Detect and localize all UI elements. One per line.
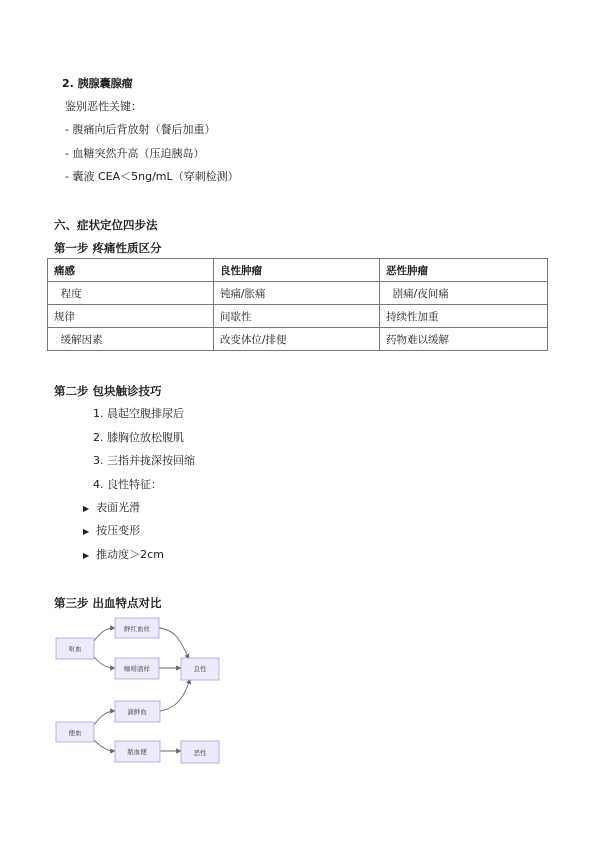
edge-vomit-bright [94, 628, 115, 641]
triangle-bullet-icon: ▶ [83, 504, 90, 513]
table-cell: 改变体位/排便 [214, 328, 380, 351]
step2-title: 第二步 包块触诊技巧 [54, 384, 162, 398]
step2-item-4: 4. 良性特征： [93, 478, 162, 491]
table-cell: 剧痛/夜间痛 [380, 282, 548, 305]
edge-vomit-coffee [94, 657, 115, 668]
step2-item-1: 1. 晨起空腹排尿后 [93, 407, 184, 420]
edge-fresh-benign [160, 679, 190, 711]
edge-stool-mucus [94, 740, 115, 751]
node-label: 滴鲜血 [127, 708, 147, 716]
table-cell: 钝痛/胀痛 [214, 282, 380, 305]
triangle-bullet-icon: ▶ [83, 527, 90, 536]
triangle-bullet-icon: ▶ [83, 551, 90, 560]
step1-title: 第一步 疼痛性质区分 [54, 241, 162, 255]
node-label: 呕血 [68, 645, 82, 653]
subitem-label: 按压变形 [96, 524, 141, 537]
pancreas-intro: 鉴别恶性关键： [65, 100, 142, 113]
node-label: 脓血便 [127, 748, 147, 756]
subitem-label: 推动度＞2cm [96, 548, 164, 561]
table-header-cell: 良性肿瘤 [214, 259, 380, 282]
table-cell: 程度 [48, 282, 214, 305]
node-label: 鲜红血丝 [124, 625, 150, 633]
edge-stool-fresh [94, 711, 115, 725]
step2-item-2: 2. 膝胸位放松腹肌 [93, 431, 184, 444]
node-label: 便血 [68, 729, 82, 737]
table-cell: 规律 [48, 305, 214, 328]
table-cell: 药物难以缓解 [380, 328, 548, 351]
section-title: 六、症状定位四步法 [54, 218, 158, 232]
table-header-cell: 痛感 [48, 259, 214, 282]
subitem-label: 表面光滑 [96, 501, 141, 514]
flow-edges [94, 628, 190, 751]
pancreas-item-1: - 腹痛向后背放射（餐后加重） [65, 123, 216, 136]
pancreas-heading: 2. 胰腺囊腺瘤 [62, 77, 133, 90]
pancreas-item-3: - 囊液 CEA＜5ng/mL（穿刺检测） [65, 170, 239, 183]
step3-title: 第三步 出血特点对比 [54, 596, 162, 610]
node-label: 恶性 [193, 749, 207, 757]
table-header-cell: 恶性肿瘤 [380, 259, 548, 282]
table-cell: 持续性加重 [380, 305, 548, 328]
edge-bright-benign [159, 628, 189, 659]
table-cell: 间歇性 [214, 305, 380, 328]
step2-item-3: 3. 三指并拢深按回缩 [93, 454, 195, 467]
node-label: 咖啡渣样 [124, 665, 150, 673]
table-cell: 缓解因素 [48, 328, 214, 351]
pancreas-item-2: - 血糖突然升高（压迫胰岛） [65, 147, 205, 160]
node-label: 良性 [193, 665, 207, 673]
